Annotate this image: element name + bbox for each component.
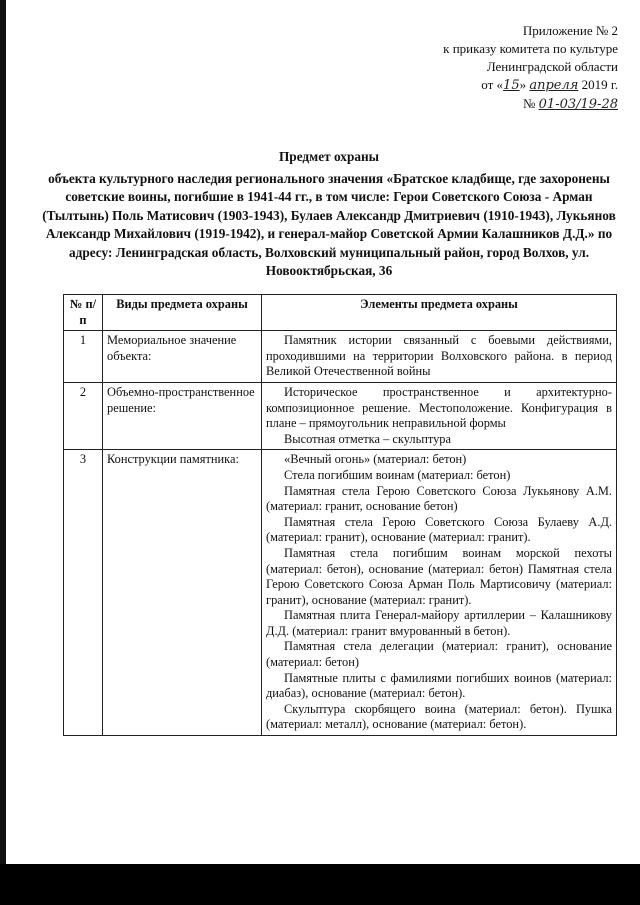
number-prefix: №	[523, 96, 539, 111]
appendix-number	[378, 95, 618, 114]
element-item: Высотная отметка – скульптура	[284, 431, 451, 446]
row-number: 2	[64, 382, 103, 449]
row-elements	[262, 382, 617, 449]
scan-bottom-border	[0, 864, 640, 905]
element-item: Памятник истории связанный с боевыми действиями, проходившими на территории Волховского района. в период Великой Отечественной войны	[266, 333, 612, 379]
element-item: Памятная стела погибшим воинам морской пехоты (материал: бетон), основание (материал: бетон) Памятная стела Герою Советского Союза Арман Поль Мартисовичу (материал: гранит), основание (материал: гранит).	[266, 545, 612, 607]
row-elements	[262, 331, 617, 383]
row-kind: Объемно-пространственное решение:	[103, 382, 262, 449]
date-mid: »	[519, 77, 530, 92]
table-row	[64, 382, 617, 449]
element-item: Стела погибшим воинам (материал: бетон)	[284, 467, 511, 482]
document-title	[40, 148, 618, 281]
date-month-handwritten: апреля	[529, 78, 579, 93]
header-number: № п/п	[64, 295, 103, 331]
element-item: Памятная стела делегации (материал: гранит), основание (материал: бетон)	[266, 639, 612, 670]
element-item: Скульптура скорбящего воина (материал: бетон). Пушка (материал: металл), основание (материал: бетон).	[266, 701, 612, 732]
appendix-block	[378, 22, 618, 114]
table-row	[64, 450, 617, 736]
element-item: Памятная стела Герою Советского Союза Лукьянову А.М. (материал: гранит, основание бетон)	[266, 483, 612, 514]
element-item: «Вечный огонь» (материал: бетон)	[284, 452, 467, 467]
table-header-row	[64, 295, 617, 331]
number-handwritten: 01-03/19-28	[538, 97, 618, 112]
scan-left-edge	[0, 0, 6, 905]
title-heading: Предмет охраны	[278, 149, 380, 164]
row-number: 1	[64, 331, 103, 383]
row-number: 3	[64, 450, 103, 736]
date-day-handwritten: 15	[503, 78, 520, 93]
row-kind: Мемориальное значение объекта:	[103, 331, 262, 383]
appendix-line-3: Ленинградской области	[486, 59, 618, 74]
row-elements	[262, 450, 617, 736]
title-body: объекта культурного наследия регионального значения «Братское кладбище, где захоронены советские воины, погибшие в 1941-44 гг., в том числе: Герои Советского Союза - Арман (Тылтынь) Поль Матисович (1903-1943), Булаев Александр Дмитриевич (1910-1943), Лукьянов Александр Михайлович (1919-1942), и генерал-майор Советской Армии Калашников Д.Д.» по адресу: Ленинградская область, Волховский муниципальный район, город Волхов, ул. Новооктябрьская, 36	[42, 170, 616, 278]
appendix-date	[378, 76, 618, 95]
date-prefix: от «	[481, 77, 504, 92]
row-kind: Конструкции памятника:	[103, 450, 262, 736]
appendix-line-2: к приказу комитета по культуре	[443, 41, 618, 56]
element-item: Памятные плиты с фамилиями погибших воинов (материал: диабаз), основание (материал: бетон).	[266, 670, 612, 701]
element-item: Памятная плита Генерал-майору артиллерии – Калашникову Д.Д. (материал: гранит вмурованный в бетон).	[266, 608, 612, 638]
element-item: Историческое пространственное и архитектурно-композиционное решение. Местоположение. Конфигурация в плане – прямоугольник неправильной формы	[266, 384, 612, 431]
header-elements: Элементы предмета охраны	[262, 295, 617, 331]
header-kind: Виды предмета охраны	[103, 295, 262, 331]
date-year: 2019 г.	[578, 77, 618, 92]
element-item: Памятная стела Герою Советского Союза Булаеву А.Д. (материал: гранит), основание (материал: гранит).	[266, 514, 612, 545]
appendix-line-1: Приложение № 2	[522, 23, 618, 38]
table-row	[64, 331, 617, 383]
protection-subject-table	[63, 294, 617, 736]
